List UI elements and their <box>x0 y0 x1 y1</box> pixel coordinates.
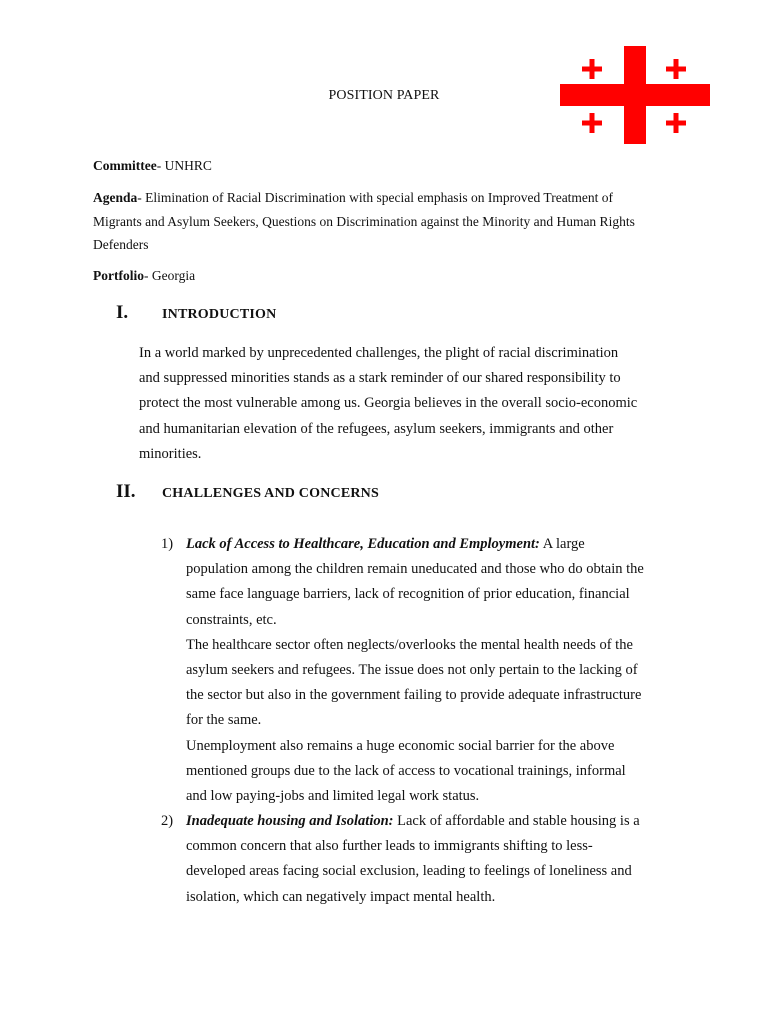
agenda-line: Migrants and Asylum Seekers, Questions on Discrimination against the Minority and Human Rights <box>93 213 635 229</box>
paragraph-line: and low paying-jobs and limited legal work status. <box>186 788 480 805</box>
portfolio-label: Portfolio <box>93 268 144 283</box>
committee-label: Committee <box>93 158 157 173</box>
paragraph-line: The healthcare sector often neglects/overlooks the mental health needs of the <box>186 636 633 653</box>
paragraph-line: Unemployment also remains a huge economic social barrier for the above <box>186 737 615 754</box>
agenda-line: Defenders <box>93 237 149 252</box>
paragraph-line: common concern that also further leads to immigrants shifting to less- <box>186 838 593 855</box>
paragraph-line: for the same. <box>186 712 262 729</box>
list-item-number: 2) <box>161 813 174 829</box>
committee-value: - UNHRC <box>156 158 212 173</box>
section-title: CHALLENGES AND CONCERNS <box>162 486 379 501</box>
list-item-heading: Inadequate housing and Isolation: <box>186 813 394 829</box>
paragraph-line: mentioned groups due to the lack of access to vocational trainings, informal <box>186 762 626 779</box>
paragraph-line: constraints, etc. <box>186 611 277 628</box>
list-item <box>161 809 701 910</box>
list-item-text: Lack of affordable and stable housing is a <box>393 813 640 829</box>
paragraph-line: asylum seekers and refugees. The issue does not only pertain to the lacking of <box>186 662 638 679</box>
section-heading-challenges <box>116 481 379 503</box>
introduction-paragraph <box>139 341 679 467</box>
paragraph-line: same face language barriers, lack of recognition of prior education, financial <box>186 586 630 603</box>
paragraph-line: In a world marked by unprecedented challenges, the plight of racial discrimination <box>139 345 619 361</box>
section-numeral: II. <box>116 481 136 502</box>
list-item-number: 1) <box>161 536 174 552</box>
paragraph-line: and suppressed minorities stands as a stark reminder of our shared responsibility to <box>139 370 621 387</box>
document-title: POSITION PAPER <box>328 88 440 103</box>
portfolio-value: - Georgia <box>143 268 196 283</box>
portfolio-line <box>93 264 693 288</box>
committee-line <box>93 154 693 178</box>
paragraph-line: protect the most vulnerable among us. Georgia believes in the overall socio-economic <box>139 395 638 412</box>
section-title: INTRODUCTION <box>162 307 277 322</box>
paragraph-line: developed areas facing social exclusion, leading to feelings of loneliness and <box>186 863 632 880</box>
list-item-heading: Lack of Access to Healthcare, Education and Employment: <box>186 536 540 552</box>
paragraph-line: population among the children remain uneducated and those who do obtain the <box>186 561 644 578</box>
list-item-text: A large <box>539 536 585 552</box>
section-heading-introduction <box>116 302 276 324</box>
section-numeral: I. <box>116 302 129 323</box>
agenda-label: Agenda <box>93 190 138 205</box>
paragraph-line: minorities. <box>139 445 202 462</box>
agenda-line: - Elimination of Racial Discrimination with special emphasis on Improved Treatment of <box>137 190 614 205</box>
paragraph-line: isolation, which can negatively impact mental health. <box>186 888 496 905</box>
agenda-block <box>93 186 693 257</box>
list-item <box>161 532 701 809</box>
paragraph-line: the sector but also in the government failing to provide adequate infrastructure <box>186 687 642 704</box>
paragraph-line: and humanitarian elevation of the refugees, asylum seekers, immigrants and other <box>139 420 614 437</box>
